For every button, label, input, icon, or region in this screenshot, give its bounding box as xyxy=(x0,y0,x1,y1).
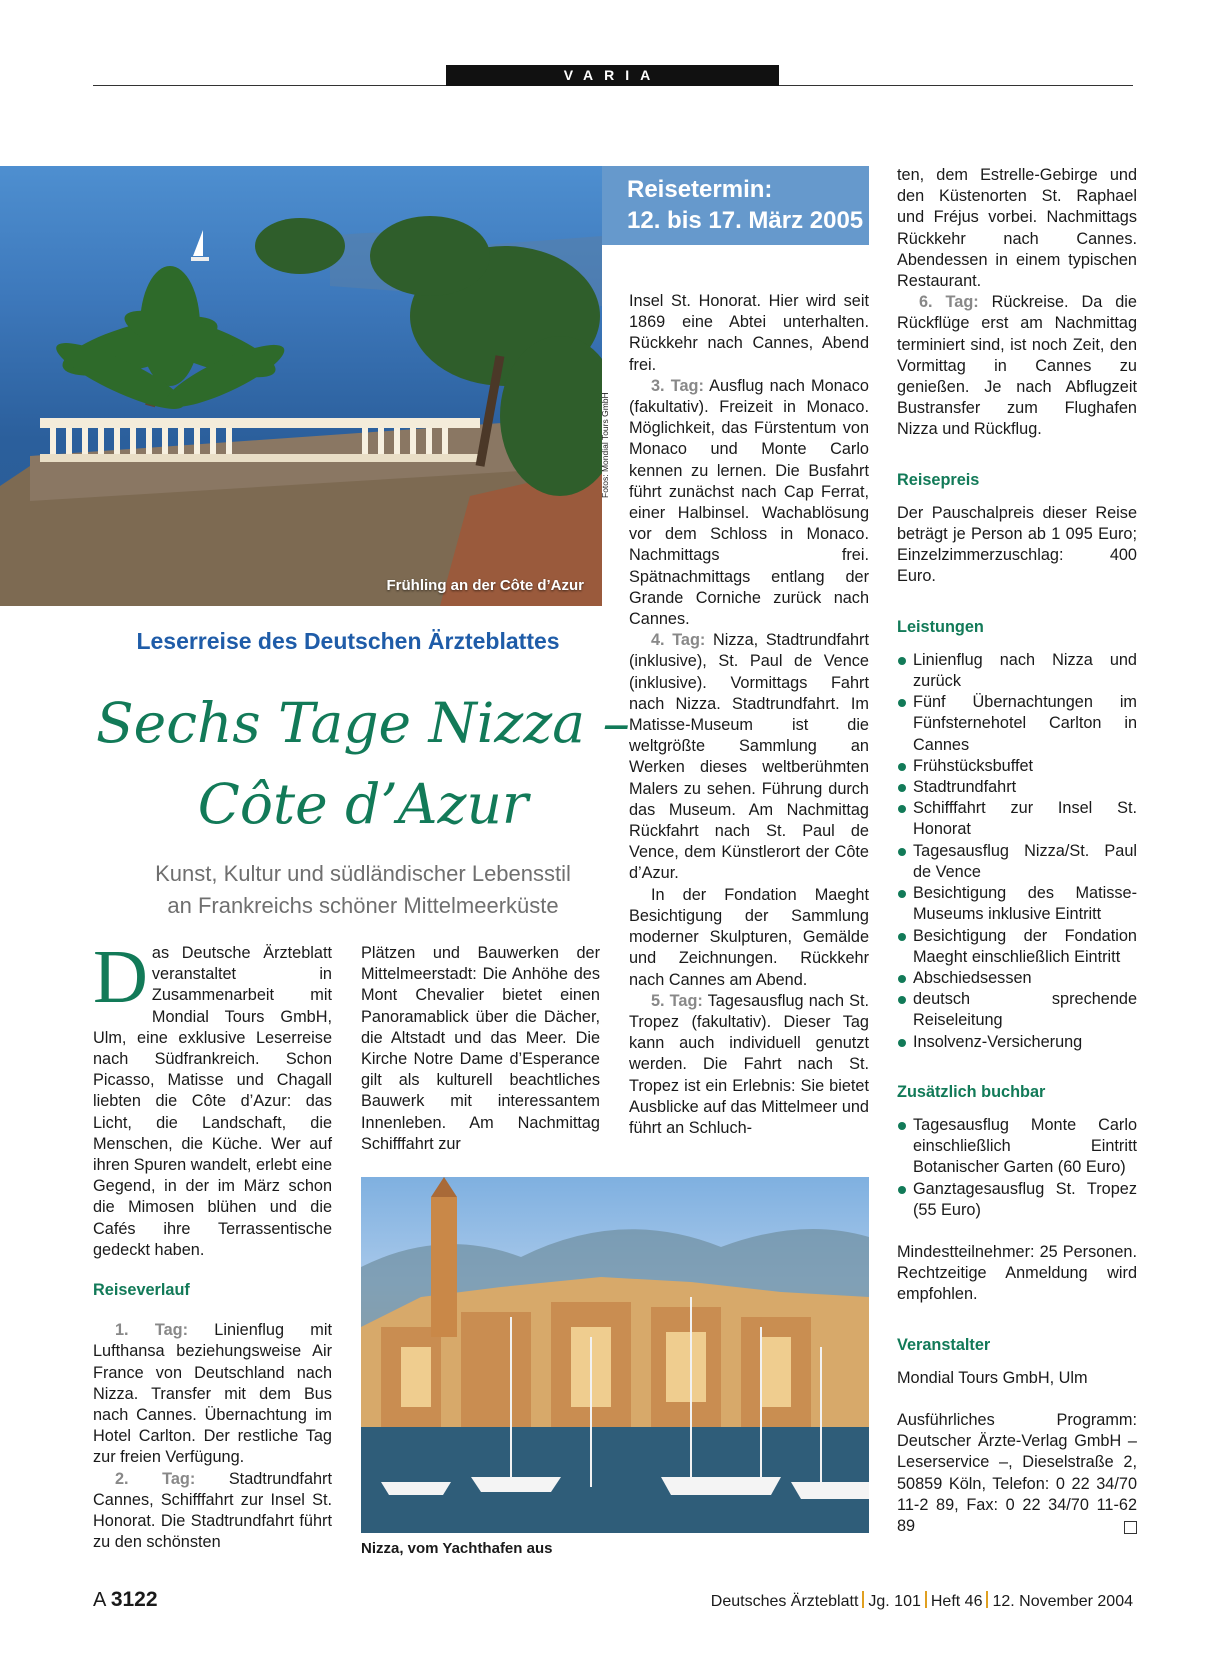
column-2 xyxy=(361,943,600,1155)
organizer-name: Mondial Tours GmbH, Ulm xyxy=(897,1368,1088,1387)
heading-reisepreis: Reisepreis xyxy=(897,470,980,489)
page-prefix: A xyxy=(93,1589,106,1611)
column-3-intro: Insel St. Honorat. Hier wird seit 1869 eine Abtei unterhalten. Rückkehr nach Cannes, Abend frei. xyxy=(629,292,869,374)
list-item: Frühstücksbuffet xyxy=(897,756,1137,777)
date-box-label: Reisetermin: xyxy=(627,176,773,203)
day-5-paragraph xyxy=(629,991,869,1139)
day-1-label: 1. Tag: xyxy=(115,1321,189,1340)
list-item: Fünf Übernachtungen im Fünfsternehotel Carlton in Cannes xyxy=(897,692,1137,756)
list-item: Schifffahrt zur Insel St. Honorat xyxy=(897,798,1137,840)
article-subtitle xyxy=(93,858,633,922)
column-4 xyxy=(897,165,1137,1537)
list-item: Stadtrundfahrt xyxy=(897,777,1137,798)
photo-cote-dazur xyxy=(0,166,602,606)
heading-zusaetzlich: Zusätzlich buchbar xyxy=(897,1082,1046,1101)
day-3-label: 3. Tag: xyxy=(651,376,704,395)
heading-veranstalter: Veranstalter xyxy=(897,1335,991,1354)
drop-cap: D xyxy=(93,935,148,1019)
article-title xyxy=(93,683,633,845)
extras-list xyxy=(897,1115,1137,1221)
day-2-text: Stadtrundfahrt Cannes, Schifffahrt zur Insel St. Honorat. Die Stadtrundfahrt führt zu den schönsten xyxy=(93,1469,332,1552)
column-4-intro: ten, dem Estrelle-Gebirge und den Küstenorten St. Raphael und Fréjus vorbei. Nachmittags Rückkehr nach Cannes. Abendessen in einem typischen Restaurant. xyxy=(897,166,1137,291)
column-1 xyxy=(93,935,332,1553)
intro-paragraph xyxy=(93,935,332,1261)
separator xyxy=(925,1591,927,1608)
day-6-text: Rückreise. Da die Rückflüge erst am Nachmittag terminiert sind, ist noch Zeit, den Vormittag in Cannes zu genießen. Je nach Abflugzeit Bustransfer zum Flughafen Nizza und Rückflug. xyxy=(897,293,1137,439)
travel-date-box xyxy=(602,166,869,245)
list-item: Insolvenz-Versicherung xyxy=(897,1032,1137,1053)
day-4-label: 4. Tag: xyxy=(651,631,706,650)
journal-name: Deutsches Ärzteblatt xyxy=(710,1593,859,1610)
list-item: Besichtigung der Fondation Maeght einschließlich Eintritt xyxy=(897,926,1137,968)
journal-volume: Jg. 101 xyxy=(868,1593,921,1610)
end-mark-icon xyxy=(1124,1521,1137,1534)
day-1-paragraph xyxy=(93,1320,332,1468)
day-6-label: 6. Tag: xyxy=(919,293,979,312)
day-6-paragraph xyxy=(897,292,1137,440)
heading-leistungen: Leistungen xyxy=(897,617,984,636)
day-4-paragraph xyxy=(629,630,869,884)
journal-date: 12. November 2004 xyxy=(992,1593,1133,1610)
day-5-text: Tagesausflug nach St. Tropez (fakultativ). Dieser Tag kann auch individuell genutzt werden. Die Fahrt nach St. Tropez ist ein Erlebnis: Sie bietet Ausblicke auf das Mittelmeer und führt an Schluch- xyxy=(629,991,869,1137)
journal-footer xyxy=(711,1591,1133,1611)
title-line-1: Sechs Tage Nizza – xyxy=(95,691,631,755)
page-number xyxy=(93,1588,158,1612)
photo-caption-bottom: Nizza, vom Yachthafen aus xyxy=(361,1540,553,1557)
services-list xyxy=(897,650,1137,1053)
fondation-paragraph: In der Fondation Maeght Besichtigung der Sammlung moderner Skulpturen, Gemälde und Zeichnungen. Rückkehr nach Cannes am Abend. xyxy=(629,885,869,989)
list-item: Ganztagesausflug St. Tropez (55 Euro) xyxy=(897,1179,1137,1221)
list-item: Besichtigung des Matisse-Museums inklusive Eintritt xyxy=(897,883,1137,925)
subtitle-line-2: an Frankreichs schöner Mittelmeerküste xyxy=(167,893,559,918)
column-2-text: Plätzen und Bauwerken der Mittelmeerstadt: Die Anhöhe des Mont Chevalier bietet einen Panoramablick über die Dächer, die Altstadt und das Meer. Die Kirche Notre Dame d’Esperance gilt als kulturell beachtliches Bauwerk mit interessantem Innenleben. Am Nachmittag Schifffahrt zur xyxy=(361,944,600,1153)
day-2-label: 2. Tag: xyxy=(115,1469,196,1488)
heading-reiseverlauf: Reiseverlauf xyxy=(93,1281,190,1300)
day-3-text: Ausflug nach Monaco (fakultativ). Freizeit in Monaco. Möglichkeit, das Fürstentum von Monaco und Monte Carlo kennen zu lernen. Die Busfahrt führt zunächst nach Cap Ferrat, einer Halbinsel. Wachablösung vor dem Schloss in Monaco. Nachmittags frei. Spätnachmittags entlang der Grande Corniche zurück nach Cannes. xyxy=(629,376,869,629)
journal-issue: Heft 46 xyxy=(930,1593,983,1610)
day-2-paragraph xyxy=(93,1469,332,1554)
photo-credit: Fotos: Mondial Tours GmbH xyxy=(600,392,610,498)
program-text: Ausführliches Programm: Deutscher Ärzte-Verlag GmbH – Leserservice –, Dieselstraße 2, 50859 Köln, Telefon: 0 22 34/70 11-2 89, Fax: 0 22 34/70 11-62 89 xyxy=(897,1410,1137,1535)
kicker: Leserreise des Deutschen Ärzteblattes xyxy=(136,628,560,654)
list-item: Linienflug nach Nizza und zurück xyxy=(897,650,1137,692)
minimum-participants: Mindestteilnehmer: 25 Personen. Rechtzeitige Anmeldung wird empfohlen. xyxy=(897,1242,1137,1304)
day-3-paragraph xyxy=(629,376,869,630)
harbor-illustration xyxy=(361,1177,869,1533)
list-item: Tagesausflug Nizza/St. Paul de Vence xyxy=(897,841,1137,883)
photo-nizza-harbor xyxy=(361,1177,869,1533)
date-box-dates: 12. bis 17. März 2005 xyxy=(627,207,864,234)
list-item: Abschiedsessen xyxy=(897,968,1137,989)
photo-caption-top: Frühling an der Côte d’Azur xyxy=(386,577,584,594)
separator xyxy=(862,1591,864,1608)
subtitle-line-1: Kunst, Kultur und südländischer Lebensstil xyxy=(155,861,571,886)
landscape-illustration xyxy=(0,166,602,606)
separator xyxy=(986,1591,988,1608)
day-4-text: Nizza, Stadtrundfahrt (inklusive), St. Paul de Vence (inklusive). Vormittags Fahrt nach Nizza. Stadtrundfahrt. Im Matisse-Museum ist die weltgrößte Sammlung an Werken dieses weltberühmten Malers zu sehen. Führung durch das Museum. Am Nachmittag Rückfahrt nach St. Paul de Vence, dem Künstlerort der Côte d’Azur. xyxy=(629,631,869,883)
day-1-text: Linienflug mit Lufthansa beziehungsweise Air France von Deutschland nach Nizza. Transfer mit dem Bus nach Cannes. Übernachtung im Hotel Carlton. Der restliche Tag zur freien Verfügung. xyxy=(93,1321,332,1467)
column-3 xyxy=(629,291,869,1139)
program-info xyxy=(897,1410,1137,1537)
day-5-label: 5. Tag: xyxy=(651,991,703,1010)
page-number-value: 3122 xyxy=(110,1588,158,1611)
intro-text: as Deutsche Ärzteblatt veranstaltet in Zusammenarbeit mit Mondial Tours GmbH, Ulm, eine exklusive Leserreise nach Südfrankreich. Schon Picasso, Matisse und Chagall liebten die Côte d’Azur: das Licht, die Landschaft, die Menschen, die Küche. Wer auf ihren Spuren wandelt, erlebt eine Gegend, in der im März schon die Mimosen blühen und die Cafés ihre Terrassentische gedeckt haben. xyxy=(93,944,332,1259)
section-label: VARIA xyxy=(446,65,779,86)
list-item: deutsch sprechende Reiseleitung xyxy=(897,989,1137,1031)
list-item: Tagesausflug Monte Carlo einschließlich Eintritt Botanischer Garten (60 Euro) xyxy=(897,1115,1137,1179)
title-line-2: Côte d’Azur xyxy=(197,772,529,836)
price-text: Der Pauschalpreis dieser Reise beträgt je Person ab 1 095 Euro; Einzelzimmerzuschlag: 400 Euro. xyxy=(897,503,1137,586)
